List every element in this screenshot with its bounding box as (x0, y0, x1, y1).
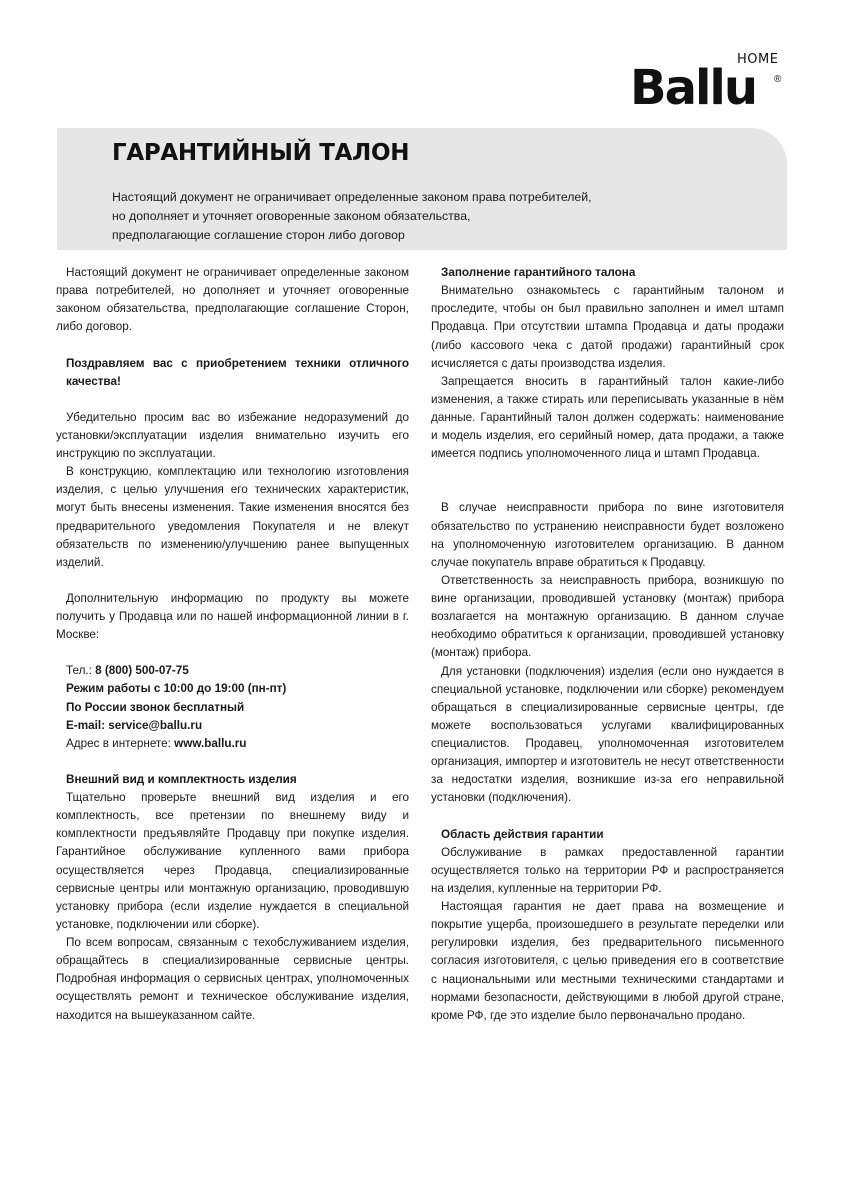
section-heading-fill: Заполнение гарантийного талона (441, 266, 636, 279)
phone-number: 8 (800) 500-07-75 (95, 664, 189, 678)
paragraph: Обслуживание в рамках предоставленной гарантии осуществляется только на территории РФ и распространяется на изделия, купленные на территории РФ. (431, 845, 784, 895)
working-hours: Режим работы с 10:00 до 19:00 (пн-пт) (66, 682, 287, 696)
page-title: ГАРАНТИЙНЫЙ ТАЛОН (112, 140, 410, 166)
left-column (56, 264, 409, 1025)
paragraph: В случае неисправности прибора по вине изготовителя обязательство по устранению неисправности будет возложено на уполномоченную изготовителем организацию. В данном случае покупатель вправе обратиться к Продавцу. (431, 501, 784, 569)
right-column (431, 264, 784, 1025)
title-banner (57, 128, 787, 250)
banner-line: но дополняет и уточняет оговоренные законом обязательства, (112, 209, 471, 223)
email-line: E-mail: service@ballu.ru (66, 718, 203, 732)
paragraph: Настоящая гарантия не дает права на возмещение и покрытие ущерба, произошедшего в результате переделки или регулировки изделия, без предварительного письменного согласия изготовителя, с целью приведения его в соответствие с национальными или местными техническими стандартами и нормами безопасности, действующими в любой другой стране, кроме РФ, где это изделие было первоначально продано. (431, 900, 784, 1022)
contact-block (56, 662, 409, 753)
section-heading-scope: Область действия гарантии (441, 827, 604, 841)
paragraph: Запрещается вносить в гарантийный талон какие-либо изменения, а также стирать или переписывать указанные в нём данные. Гарантийный талон должен содержать: наименование и модель изделия, его серийный номер, дата продажи, а также имеется подпись уполномоченного лица и штамп Продавца. (431, 374, 784, 461)
ballu-home-logo (630, 52, 790, 117)
registered-mark: ® (774, 74, 782, 85)
section-heading-appearance: Внешний вид и комплектность изделия (66, 772, 297, 786)
banner-line: предполагающие соглашение сторон либо договор (112, 228, 405, 242)
paragraph: Убедительно просим вас во избежание недоразумений до установки/эксплуатации изделия внимательно изучить его инструкцию по эксплуатации. (56, 410, 409, 460)
logo-brand-text: Ballu (630, 60, 757, 116)
website-line (66, 735, 409, 753)
free-call-note: По России звонок бесплатный (66, 700, 245, 714)
paragraph: Для установки (подключения) изделия (если оно нуждается в специальной установке, подключении или сборке) рекомендуем обращаться в специализированные сервисные центры, где можете воспользоваться услугами квалифицированных специалистов. Продавец, уполномоченная изготовителем организация, импортер и изготовитель не несут ответственности за недостатки изделия, возникшие из-за его неправильной установки (подключения). (431, 664, 784, 805)
logo-home-text: HOME (737, 52, 779, 67)
paragraph: Дополнительную информацию по продукту вы можете получить у Продавца или по нашей информационной линии в г. Москве: (56, 591, 409, 642)
intro-paragraph: Настоящий документ не ограничивает определенные законом права потребителей, но дополняет и уточняет оговоренные законом обязательства, предполагающие соглашение Сторон, либо договор. (56, 266, 409, 334)
phone-line (66, 662, 409, 680)
paragraph: По всем вопросам, связанным с техобслуживанием изделия, обращайтесь в специализированные сервисные центры. Подробная информация о сервисных центрах, уполномоченных осуществлять ремонт и техническое обслуживание изделия, находится на вышеуказанном сайте. (56, 936, 409, 1022)
website-label: Адрес в интернете: (66, 736, 175, 750)
paragraph: Ответственность за неисправность прибора, возникшую по вине организации, проводившей установку (монтаж) прибора возлагается на монтажную организацию. В данном случае необходимо обратиться к организации, проводившей установку (монтаж) прибора. (431, 573, 784, 660)
congrats-heading: Поздравляем вас с приобретением техники отличного качества! (66, 356, 409, 388)
paragraph: Внимательно ознакомьтесь с гарантийным талоном и проследите, чтобы он был правильно заполнен и имел штамп Продавца. При отсутствии штампа Продавца и даты продажи (либо кассового чека с датой продажи) гарантийный срок исчисляется с даты производства изделия. (431, 284, 784, 370)
paragraph: Тщательно проверьте внешний вид изделия и его комплектность, все претензии по внешнему виду и комплектности предъявляйте Продавцу при покупке изделия. Гарантийное обслуживание купленного вами прибора осуществляется через Продавца, специализированные сервисные центры или монтажную организацию, проводившую установку прибора (если изделие нуждается в специальной установке, подключении или сборке). (56, 791, 409, 931)
phone-label: Тел.: (66, 664, 96, 678)
paragraph: В конструкцию, комплектацию или технологию изготовления изделия, с целью улучшения его технических характеристик, могут быть внесены изменения. Такие изменения вносятся без предварительного уведомления Покупателя и не влекут обязательств по изменению/улучшению ранее выпущенных изделий. (56, 465, 409, 569)
banner-subtitle (112, 188, 732, 245)
banner-line: Настоящий документ не ограничивает определенные законом права потребителей, (112, 190, 592, 204)
website-link: www.ballu.ru (174, 736, 247, 750)
